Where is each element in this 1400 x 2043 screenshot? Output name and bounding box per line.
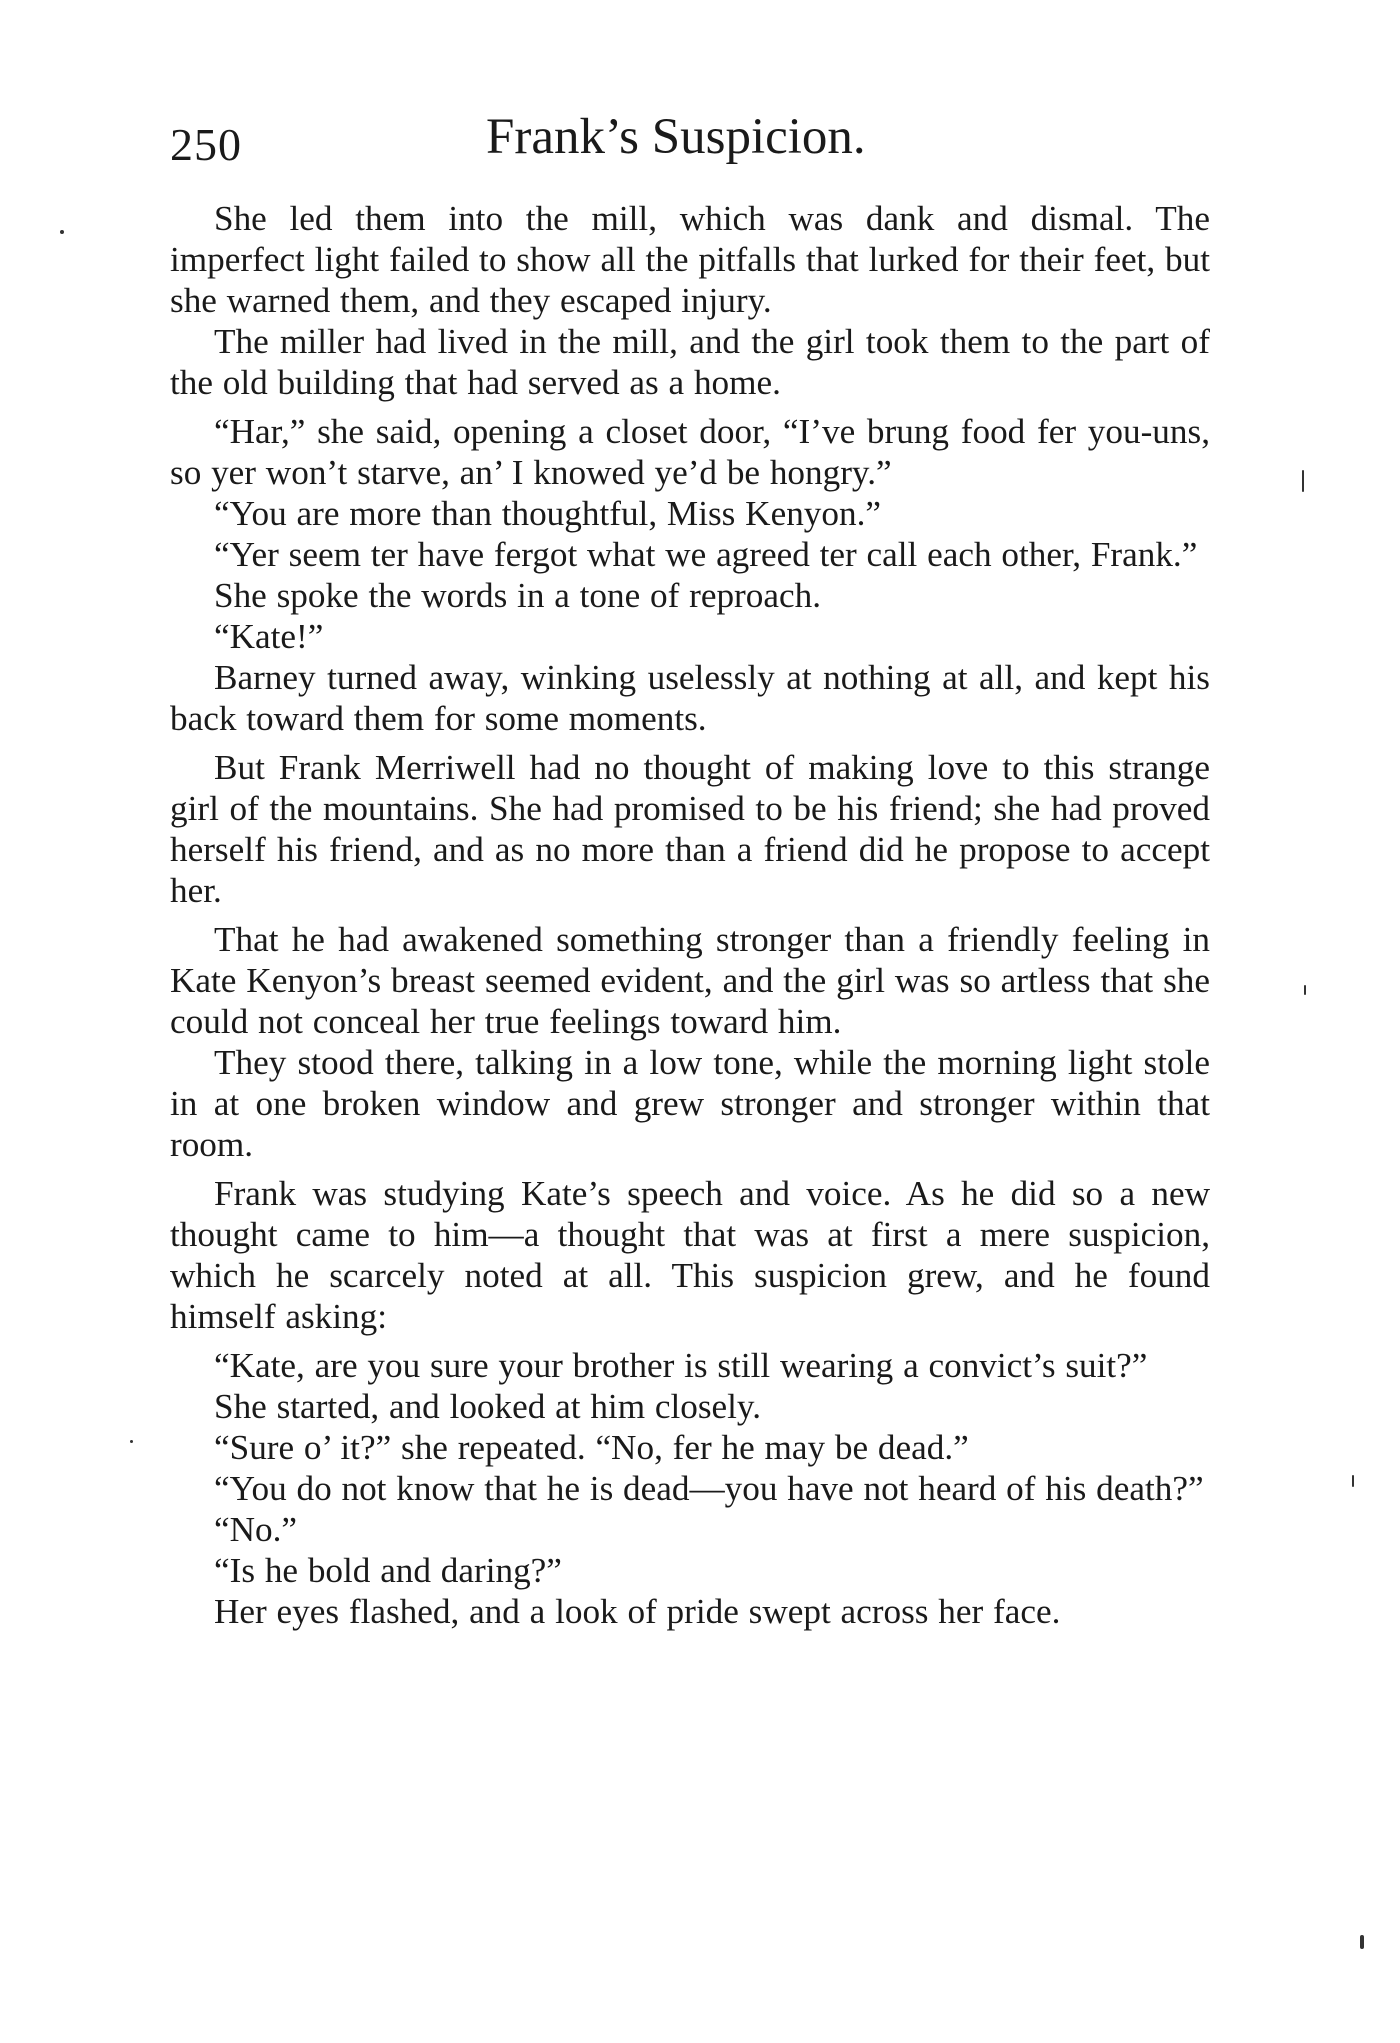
paragraph: That he had awakened something stronger than a friendly feeling in Kate Kenyon’s breast seemed evident, and the girl was so artless that she could not conceal her true feelings toward him. (170, 920, 1210, 1041)
body-text (170, 198, 1210, 1632)
page-header (170, 108, 1210, 190)
paragraph: Barney turned away, winking uselessly at nothing at all, and kept his back toward them for some moments. (170, 658, 1210, 738)
paragraph: “Yer seem ter have fergot what we agreed ter call each other, Frank.” (214, 535, 1198, 574)
book-page (170, 108, 1210, 1632)
paragraph: “Is he bold and daring?” (214, 1551, 562, 1590)
page-number: 250 (170, 119, 242, 170)
paragraph: She started, and looked at him closely. (214, 1387, 762, 1426)
scan-speck (1302, 470, 1304, 492)
paragraph: But Frank Merriwell had no thought of making love to this strange girl of the mountains. She had promised to be his friend; she had proved herself his friend, and as no more than a friend did he propose to accept her. (170, 748, 1210, 910)
running-title: Frank’s Suspicion. (486, 109, 866, 165)
paragraph: “Kate, are you sure your brother is still wearing a convict’s suit?” (214, 1346, 1148, 1385)
paragraph: “You are more than thoughtful, Miss Kenyon.” (214, 494, 881, 533)
scan-speck (1304, 985, 1306, 995)
paragraph: She spoke the words in a tone of reproach. (214, 576, 821, 615)
paragraph: “Kate!” (214, 617, 324, 656)
scan-speck (1360, 1935, 1364, 1949)
scan-speck (130, 1440, 133, 1443)
paragraph: She led them into the mill, which was dank and dismal. The imperfect light failed to show all the pitfalls that lurked for their feet, but she warned them, and they escaped injury. (170, 199, 1210, 320)
paragraph: “Sure o’ it?” she repeated. “No, fer he may be dead.” (214, 1428, 969, 1467)
paragraph: “You do not know that he is dead—you have not heard of his death?” (214, 1469, 1204, 1508)
scan-speck (1352, 1475, 1354, 1487)
paragraph: They stood there, talking in a low tone, while the morning light stole in at one broken window and grew stronger and stronger within that room. (170, 1043, 1210, 1164)
scan-speck (60, 230, 64, 234)
paragraph: “Har,” she said, opening a closet door, “I’ve brung food fer you-uns, so yer won’t starve, an’ I knowed ye’d be hongry.” (170, 412, 1210, 492)
paragraph: Her eyes flashed, and a look of pride swept across her face. (214, 1592, 1061, 1631)
paragraph: The miller had lived in the mill, and the girl took them to the part of the old building that had served as a home. (170, 322, 1210, 402)
paragraph: “No.” (214, 1510, 298, 1549)
paragraph: Frank was studying Kate’s speech and voice. As he did so a new thought came to him—a thought that was at first a mere suspicion, which he scarcely noted at all. This suspicion grew, and he found himself asking: (170, 1174, 1210, 1336)
